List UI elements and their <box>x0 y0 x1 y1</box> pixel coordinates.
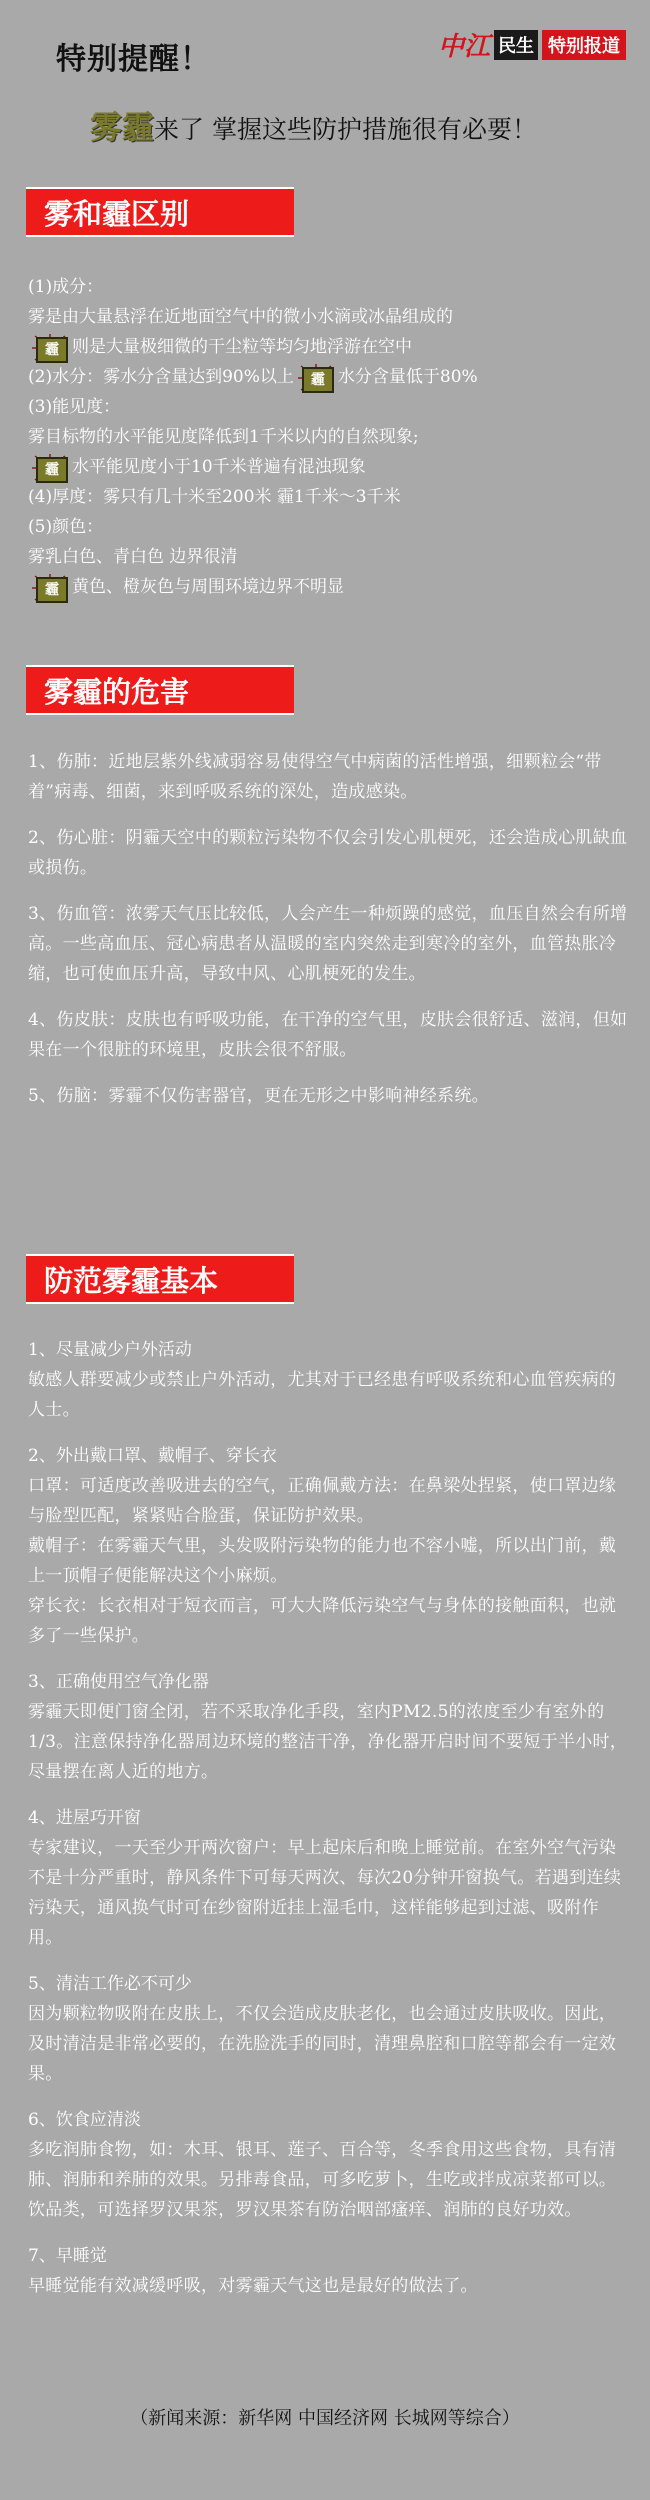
harm-item: 2、伤心脏：阴霾天空中的颗粒污染物不仅会引发心肌梗死，还会造成心肌缺血或损伤。 <box>28 828 628 878</box>
haze-icon <box>32 574 68 602</box>
haze-glyph: 霾 <box>36 457 68 483</box>
prevention-item-title: 4、进屋巧开窗 <box>28 1808 141 1828</box>
diff-line <box>28 332 628 362</box>
diff-line: (4)厚度：雾只有几十米至200米 霾1千米～3千米 <box>28 487 401 507</box>
section-title-prevention: 防范雾霾基本 <box>26 1254 294 1304</box>
headline <box>90 102 537 148</box>
diff-line <box>28 452 628 482</box>
alert-title: 特别提醒！ <box>56 42 211 77</box>
brand-logo-group <box>438 26 626 63</box>
prevention-item-body: 多吃润肺食物，如：木耳、银耳、莲子、百合等，冬季食用这些食物，具有清肺、润肺和养肺的效果。另排毒食品，可多吃萝卜，生吃或拌成凉菜都可以。饮品类，可选择罗汉果茶，罗汉果茶有防治咽部瘙痒、润肺的良好功效。 <box>28 2140 617 2220</box>
diff-text: 黄色、橙灰色与周围环境边界不明显 <box>72 577 344 597</box>
diff-line <box>28 572 628 602</box>
prevention-item-title: 1、尽量减少户外活动 <box>28 1340 192 1360</box>
prevention-item-body: 口罩：可适度改善吸进去的空气，正确佩戴方法：在鼻梁处捏紧，使口罩边缘与脸型匹配，紧紧贴合脸蛋，保证防护效果。 <box>28 1476 617 1526</box>
prevention-item-body: 戴帽子：在雾霾天气里，头发吸附污染物的能力也不容小嘘，所以出门前，戴上一顶帽子便能解决这个小麻烦。 <box>28 1536 617 1586</box>
haze-icon <box>32 454 68 482</box>
prevention-item-body: 雾霾天即便门窗全闭，若不采取净化手段，室内PM2.5的浓度至少有室外的1/3。注意保持净化器周边环境的整洁干净，净化器开启时间不要短于半小时，尽量摆在离人近的地方。 <box>28 1702 628 1782</box>
harm-item: 1、伤肺：近地层紫外线减弱容易使得空气中病菌的活性增强，细颗粒会“带着”病毒、细菌，来到呼吸系统的深处，造成感染。 <box>28 752 602 802</box>
harm-item: 4、伤皮肤：皮肤也有呼吸功能，在干净的空气里，皮肤会很舒适、滋润，但如果在一个很脏的环境里，皮肤会很不舒服。 <box>28 1010 628 1060</box>
haze-icon <box>32 334 68 362</box>
harm-item: 3、伤血管：浓雾天气压比较低，人会产生一种烦躁的感觉，血压自然会有所增高。一些高血压、冠心病患者从温暖的室内突然走到寒冷的室外，血管热胀冷缩，也可使血压升高，导致中风、心肌梗死的发生。 <box>28 904 628 984</box>
prevention-item-title: 2、外出戴口罩、戴帽子、穿长衣 <box>28 1446 277 1466</box>
news-source: （新闻来源：新华网 中国经济网 长城网等综合） <box>130 2408 520 2429</box>
diff-line: (1)成分： <box>28 277 104 297</box>
prevention-item-title: 3、正确使用空气净化器 <box>28 1672 209 1692</box>
prevention-item-body: 专家建议，一天至少开两次窗户：早上起床后和晚上睡觉前。在室外空气污染不是十分严重时，静风条件下可每天两次、每次20分钟开窗换气。若遇到连续污染天，通风换气时可在纱窗附近挂上湿毛巾，这样能够起到过滤、吸附作用。 <box>28 1838 622 1948</box>
haze-glyph: 霾 <box>36 337 68 363</box>
haze-icon <box>298 364 334 392</box>
diff-line: 雾是由大量悬浮在近地面空气中的微小水滴或冰晶组成的 <box>28 307 453 327</box>
diff-text: 水分含量低于80% <box>337 367 478 387</box>
diff-line: (5)颜色： <box>28 517 104 537</box>
haze-glyph: 霾 <box>302 367 334 393</box>
diff-text: 水平能见度小于10千米普遍有混浊现象 <box>72 457 366 477</box>
headline-lead: 雾霾 <box>90 108 155 146</box>
diff-text: 则是大量极细微的干尘粒等均匀地浮游在空中 <box>72 337 412 357</box>
prevention-item-body: 因为颗粒物吸附在皮肤上，不仅会造成皮肤老化，也会通过皮肤吸收。因此，及时清洁是非常必要的，在洗脸洗手的同时，清理鼻腔和口腔等都会有一定效果。 <box>28 2004 617 2084</box>
section-title-difference: 雾和霾区别 <box>26 187 294 237</box>
haze-glyph: 霾 <box>36 577 68 603</box>
prevention-item-body: 穿长衣：长衣相对于短衣而言，可大大降低污染空气与身体的接触面积，也就多了一些保护。 <box>28 1596 617 1646</box>
prevention-item-title: 7、早睡觉 <box>28 2246 107 2266</box>
difference-content <box>28 272 628 602</box>
harm-content <box>28 747 628 1111</box>
diff-line: 雾目标物的水平能见度降低到1千米以内的自然现象; <box>28 427 419 447</box>
diff-line: 雾乳白色、青白色 边界很清 <box>28 547 238 567</box>
section-title-harm: 雾霾的危害 <box>26 665 294 715</box>
prevention-content <box>28 1335 628 2301</box>
diff-line: (3)能见度： <box>28 397 121 417</box>
header <box>0 0 650 90</box>
diff-text: (2)水分：雾水分含量达到90%以上 <box>28 367 294 387</box>
brand-logo: 中江 <box>437 32 490 62</box>
diff-line <box>28 362 628 392</box>
harm-item: 5、伤脑：雾霾不仅伤害器官，更在无形之中影响神经系统。 <box>28 1086 489 1106</box>
prevention-item-body: 早睡觉能有效减缓呼吸，对雾霾天气这也是最好的做法了。 <box>28 2276 478 2296</box>
headline-rest: 来了 掌握这些防护措施很有必要！ <box>154 115 537 144</box>
prevention-item-title: 5、清洁工作必不可少 <box>28 1974 192 1994</box>
brand-tag: 特别报道 <box>542 30 626 60</box>
prevention-item-title: 6、饮食应清淡 <box>28 2110 141 2130</box>
brand-sub: 民生 <box>494 30 538 60</box>
prevention-item-body: 敏感人群要减少或禁止户外活动，尤其对于已经患有呼吸系统和心血管疾病的人士。 <box>28 1370 617 1420</box>
